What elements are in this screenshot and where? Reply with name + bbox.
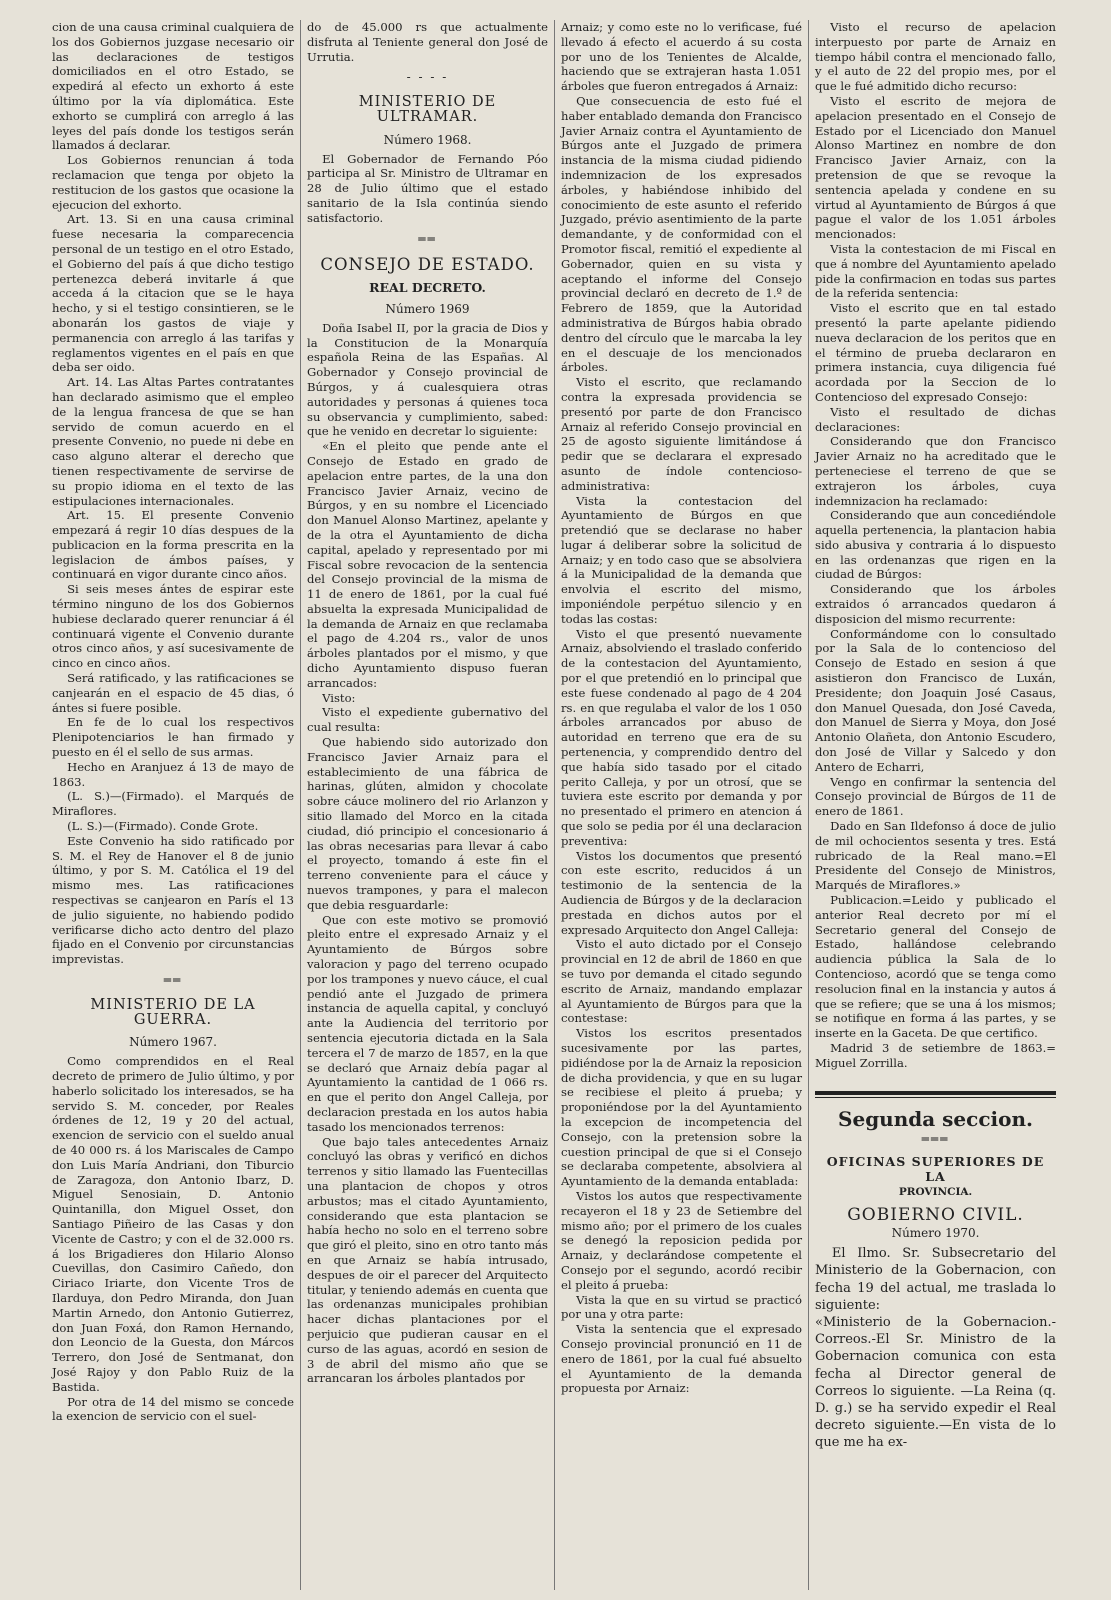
paragraph: Arnaiz; y como este no lo verificase, fué llevado á efecto el acuerdo á su costa por uno de los Tenientes de Alcalde, haciendo que se extrajeran hasta 1.051 árboles que fueron entregados á Arnaiz: xyxy=(561,20,802,94)
paragraph: (L. S.)—(Firmado). el Marqués de Miraflores. xyxy=(52,789,294,819)
paragraph: Como comprendidos en el Real decreto de primero de Julio último, y por haberlo solicitado los interesados, se ha servido S. M. conceder, por Reales órdenes de 12, 19 y 20 del actual, exencion de servicio con el sueldo anual de 40 000 rs. á los Mariscales de Campo don Luis María Andriani, don Tiburcio de Zaragoza, don Antonio Ibarz, D. Miguel Senosiain, D. Antonio Quintanilla, don Miguel Osset, don Santiago Piñeiro de las Casas y don Vicente de Castro; y con el de 32.000 rs. á los Brigadieres don Hilario Alonso Cuevillas, don Casimiro Cañedo, don Ciriaco Iriarte, don Vicente Tros de Ilarduya, don Pedro Miranda, don Juan Martin Arnedo, don Antonio Gutierrez, don Juan Foxá, don Ramon Hernando, don Leoncio de la Guesta, don Márcos Terrero, don José de Sentmanat, don José Rajoy y don Pablo Ruiz de la Bastida. xyxy=(52,1054,294,1394)
paragraph: Este Convenio ha sido ratificado por S. M. el Rey de Hanover el 8 de junio último, y por S. M. Católica el 19 del mismo mes. Las ratificaciones respectivas se canjearon en París el 13 de julio siguiente, no habiendo podido verificarse dicho acto dentro del plazo fijado en el Convenio por circunstancias imprevistas. xyxy=(52,833,294,967)
gobierno-text-block xyxy=(815,1245,1056,1451)
paragraph: Visto el que presentó nuevamente Arnaiz, absolviendo el traslado conferido de la contestacion del Ayuntamiento, por el que pretendió en lo principal que este fuese condenado al pago de 4 204 rs. en que regulaba el valor de los 1 050 árboles arrancados por abuso de autoridad en terreno que era de su pertenencia, y comprendido dentro del que había sido tasado por el citado perito Calleja, y por un otrosí, que se tuviera este escrito por demanda y por no presentado el primero en atencion á que solo se pedia por él una declaracion preventiva: xyxy=(561,626,802,848)
paragraph: Vista la sentencia que el expresado Consejo provincial pronunció en 11 de enero de 1861, por la cual fué absuelto el Ayuntamiento de la demanda propuesta por Arnaiz: xyxy=(561,1322,802,1396)
paragraph: «En el pleito que pende ante el Consejo de Estado en grado de apelacion entre partes, de la una don Francisco Javier Arnaiz, vecino de Búrgos, y en su nombre el Licenciado don Manuel Alonso Martinez, apelante y de la otra el Ayuntamiento de dicha capital, apelado y representado por mi Fiscal sobre revocacion de la sentencia del Consejo provincial de la misma de 11 de enero de 1861, por la cual fué absuelta la expresada Municipalidad de la demanda de Arnaiz en que reclamaba el pago de 4.204 rs., valor de unos árboles plantados por el mismo, y que dicho Ayuntamiento dispuso fueran arrancados: xyxy=(307,439,548,690)
paragraph: Art. 13. Si en una causa criminal fuese necesaria la comparecencia personal de un testigo en el otro Estado, el Gobierno del país á que dicho testigo pertenezca deberá invitarle á que acceda á la citacion que se le haya hecho, y si el testigo consintieren, se le abonarán los gastos de viaje y permanencia con arreglo á las tarifas y reglamentos vigentes en el país en que deba ser oido. xyxy=(52,212,294,375)
paragraph: Vista la contestacion del Ayuntamiento de Búrgos en que pretendió que se declarase no haber lugar á deliberar sobre la solicitud de Arnaiz; y en todo caso que se absolviera á la Municipalidad de la demanda que envolvia el escrito del mismo, imponiéndole perpétuo silencio y en todas las costas: xyxy=(561,493,802,626)
section-separator: - - - - xyxy=(406,70,449,85)
paragraph: do de 45.000 rs que actualmente disfruta al Teniente general don José de Urrutia. xyxy=(307,20,548,64)
paragraph: Art. 15. El presente Convenio empezará á regir 10 días despues de la publicacion en la forma prescrita en la legislacion de ámbos países, y continuará en vigor durante cinco años. xyxy=(52,508,294,582)
paragraph: El Ilmo. Sr. Subsecretario del Ministerio de la Gobernacion, con fecha 19 del actual, me traslada lo siguiente: xyxy=(815,1246,1056,1313)
signature: Madrid 3 de setiembre de 1863.= Miguel Zorrilla. xyxy=(815,1040,1056,1070)
paragraph: (L. S.)—(Firmado). Conde Grote. xyxy=(67,819,259,834)
paragraph: Visto el resultado de dichas declaraciones: xyxy=(815,404,1056,434)
section-heading: MINISTERIO DE LA GUERRA. xyxy=(90,996,256,1028)
column-4 xyxy=(808,20,1062,1590)
section-heading: CONSEJO DE ESTADO. xyxy=(320,255,535,275)
paragraph: Vistos los autos que respectivamente recayeron el 18 y 23 de Setiembre del mismo año; por el primero de los cuales se denegó la reposicion pedida por Arnaiz, y declarándose competente el Consejo por el segundo, acordó recibir el pleito á prueba: xyxy=(561,1188,802,1292)
decree-number: Número 1967. xyxy=(129,1035,217,1050)
paragraph: Visto el recurso de apelacion interpuesto por parte de Arnaiz en tiempo hábil contra el mencionado fallo, y el auto de 22 del propio mes, por el que le fué admitido dicho recurso: xyxy=(815,20,1056,94)
paragraph: Doña Isabel II, por la gracia de Dios y la Constitucion de la Monarquía española Reina de las Españas. Al Gobernador y Consejo provincial de Búrgos, y á cualesquiera otras autoridades y personas á quienes toca su observancia y cumplimiento, sabed: que he venido en decretar lo siguiente: xyxy=(307,320,548,439)
paragraph: El Gobernador de Fernando Póo participa al Sr. Ministro de Ultramar en 28 de Julio último que el estado sanitario de la Isla continúa siendo satisfactorio. xyxy=(307,151,548,225)
paragraph: Art. 14. Las Altas Partes contratantes han declarado asimismo que el empleo de la lengua francesa de que se han servido de comun acuerdo en el presente Convenio, no puede ni debe en caso alguno alterar el derecho que tienen respectivamente de servirse de su propio idioma en el texto de las estipulaciones internacionales. xyxy=(52,375,294,508)
paragraph: Considerando que aun concediéndole aquella pertenencia, la plantacion habia sido abusiva y contraria á lo dispuesto en las ordenanzas que rigen en la ciudad de Búrgos: xyxy=(815,508,1056,582)
paragraph: Visto el expediente gubernativo del cual resulta: xyxy=(307,705,548,735)
paragraph: Visto el auto dictado por el Consejo provincial en 12 de abril de 1860 en que se tuvo por demanda el citado segundo escrito de Arnaiz, mandando emplazar al Ayuntamiento de Búrgos para que la contestase: xyxy=(561,937,802,1026)
paragraph: En fe de lo cual los respectivos Plenipotenciarios le han firmado y puesto en él el sello de sus armas. xyxy=(52,715,294,760)
paragraph: Vista la contestacion de mi Fiscal en que á nombre del Ayuntamiento apelado pide la confirmacion en todas sus partes de la referida sentencia: xyxy=(815,241,1056,301)
paragraph: Publicacion.=Leido y publicado el anterior Real decreto por mí el Secretario general del Consejo de Estado, hallándose celebrando audiencia pública la Sala de lo Contencioso, acordó que se tenga como resolucion final en la instancia y autos á que se refiere; que se una á los mismos; se notifique en forma á las partes, y se inserte en la Gaceta. De que certifico. xyxy=(815,893,1056,1041)
paragraph: Visto el escrito que en tal estado presentó la parte apelante pidiendo nueva declaracion de los peritos que en el término de prueba declararon en primera instancia, cuya diligencia fué acordada por la Seccion de lo Contencioso del expresado Consejo: xyxy=(815,301,1056,404)
section-heading: MINISTERIO DE ULTRAMAR. xyxy=(358,94,497,125)
paragraph: Los Gobiernos renuncian á toda reclamacion que tenga por objeto la restitucion de los gastos que ocasione la ejecucion del exhorto. xyxy=(52,153,294,212)
paragraph: Si seis meses ántes de espirar este término ninguno de los dos Gobiernos hubiese declarado querer renunciar á él continuará vigente el Convenio durante otros cinco años, y así sucesivamente de cinco en cinco años. xyxy=(52,582,294,671)
paragraph: Vistos los escritos presentados sucesivamente por las partes, pidiéndose por la de Arnaiz la reposicion de dicha providencia, y que en su lugar se recibiese el pleito á prueba; y proponiéndose por la del Ayuntamiento la excepcion de incompetencia del Consejo, con la pretension sobre la cuestion principal de que si el Consejo se declaraba competente, absolviera al Ayuntamiento de la demanda entablada: xyxy=(561,1026,802,1189)
decree-number: Número 1968. xyxy=(383,132,472,147)
paragraph: Dado en San Ildefonso á doce de julio de mil ochocientos sesenta y tres. Está rubricado de la Real mano.=El Presidente del Consejo de Ministros, Marqués de Miraflores.» xyxy=(815,819,1056,893)
paragraph: Conformándome con lo consultado por la Sala de lo contencioso del Consejo de Estado en sesion á que asistieron don Francisco de Luxán, Presidente; don Joaquin José Casaus, don Manuel Quesada, don José Caveda, don Manuel de Sierra y Moya, don José Antonio Olañeta, don Antonio Escudero, don José de Villar y Salcedo y don Antero de Echarri, xyxy=(815,626,1056,774)
section-separator: ═══ xyxy=(921,1132,950,1147)
paragraph: Vengo en confirmar la sentencia del Consejo provincial de Búrgos de 11 de enero de 1861. xyxy=(815,774,1056,819)
section-divider-rule xyxy=(815,1091,1056,1098)
section-heading: OFICINAS SUPERIORES DE LA xyxy=(826,1154,1045,1184)
column-1 xyxy=(46,20,300,1590)
paragraph: Que bajo tales antecedentes Arnaiz concluyó las obras y verificó en dichos terrenos y sitio llamado las Fuentecillas una plantacion de chopos y otros arbustos; mas el citado Ayuntamiento, considerando que esta plantacion se había hecho no solo en el terreno sobre que giró el pleito, sino en otro tanto más en que Arnaiz se había intrusado, despues de oir el parecer del Arquitecto titular, y teniendo además en cuenta que las ordenanzas municipales prohibian hacer dichas plantaciones por el perjuicio que pudieran causar en el curso de las aguas, acordó en sesion de 3 de abril del mismo año que se arrancaran los árboles plantados por xyxy=(307,1134,548,1386)
section-heading: GOBIERNO CIVIL. xyxy=(847,1204,1024,1225)
decree-number: Número 1970. xyxy=(891,1226,980,1241)
paragraph: Visto: xyxy=(322,690,356,705)
decree-number: Número 1969 xyxy=(385,301,470,316)
paragraph: Será ratificado, y las ratificaciones se canjearán en el espacio de 45 dias, ó ántes si fuere posible. xyxy=(52,671,294,715)
section-separator: ══ xyxy=(418,231,437,246)
paragraph: Que habiendo sido autorizado don Francisco Javier Arnaiz para el establecimiento de una fábrica de harinas, glúten, almidon y chocolate sobre cáuce molinero del rio Arlanzon y sitio llamado del Morco en la citada ciudad, dió principio el concesionario á las obras necesarias para llevar á cabo el proyecto, tomando á este fin el terreno conveniente para el cáuce y nuevos trampones, y para el malecon que debia resguardarle: xyxy=(307,735,548,912)
paragraph: Por otra de 14 del mismo se concede la exencion de servicio con el suel- xyxy=(52,1394,294,1424)
paragraph: Considerando que los árboles extraidos ó arrancados quedaron á disposicion del mismo recurrente: xyxy=(815,582,1056,626)
paragraph: Vista la que en su virtud se practicó por una y otra parte: xyxy=(561,1292,802,1322)
paragraph: Visto el escrito, que reclamando contra la expresada providencia se presentó por parte de don Francisco Arnaiz al referido Consejo provincial en 25 de agosto siguiente limitándose á pedir que se declarara el expresado asunto de índole contencioso-administrativa: xyxy=(561,375,802,493)
paragraph: Vistos los documentos que presentó con este escrito, reducidos á un testimonio de la sentencia de la Audiencia de Búrgos y de la declaracion prestada en dichos autos por el expresado Arquitecto don Angel Calleja: xyxy=(561,848,802,937)
paragraph: «Ministerio de la Gobernacion.-Correos.-El Sr. Ministro de la Gobernacion comunica con esta fecha al Director general de Correos lo siguiente. —La Reina (q. D. g.) se ha servido expedir el Real decreto siguiente.—En vista de lo que me ha ex- xyxy=(815,1314,1056,1451)
paragraph: cion de una causa criminal cualquiera de los dos Gobiernos juzgase necesario oir las declaraciones de testigos domiciliados en el otro Estado, se expedirá al efecto un exhorto á este último por la vía diplomática. Este exhorto se cumplirá con arreglo á las leyes del país donde los testigos serán llamados á declarar. xyxy=(52,20,294,153)
section-title: Segunda seccion. xyxy=(838,1106,1033,1131)
section-subheading: PROVINCIA. xyxy=(898,1185,973,1198)
subheading: REAL DECRETO. xyxy=(369,280,486,296)
paragraph: Considerando que don Francisco Javier Arnaiz no ha acreditado que le perteneciese el terreno de que se extrajeron los árboles, cuya indemnizacion ha reclamado: xyxy=(815,434,1056,508)
paragraph: Que consecuencia de esto fué el haber entablado demanda don Francisco Javier Arnaiz contra el Ayuntamiento de Búrgos ante el Juzgado de primera instancia de la misma ciudad pidiendo indemnizacion de los expresados árboles, y habiéndose inhibido del conocimiento de este asunto el referido Juzgado, prévio asentimiento de la parte demandante, y de conformidad con el Promotor fiscal, remitió el expediente al Gobernador, quien en su vista y aceptando el informe del Consejo provincial declaró en decreto de 1.º de Febrero de 1859, que la Autoridad administrativa de Búrgos habia obrado dentro del círculo que le marcaba la ley en el descuaje de los mencionados árboles. xyxy=(561,93,802,375)
column-2 xyxy=(300,20,554,1590)
column-3 xyxy=(554,20,808,1590)
columns-container xyxy=(46,20,1089,1590)
paragraph: Hecho en Aranjuez á 13 de mayo de 1863. xyxy=(52,759,294,789)
paragraph: Visto el escrito de mejora de apelacion presentado en el Consejo de Estado por el Licenciado don Manuel Alonso Martinez en nombre de don Francisco Javier Arnaiz, con la pretension de que se revoque la sentencia apelada y condene en su virtud al Ayuntamiento de Búrgos á que pague el valor de los 1.051 árboles mencionados: xyxy=(815,93,1056,242)
paragraph: Que con este motivo se promovió pleito entre el expresado Arnaiz y el Ayuntamiento de Búrgos sobre valoracion y pago del terreno ocupado por los trampones y nuevo cáuce, el cual pendió ante el Juzgado de primera instancia de aquella capital, y concluyó ante la Audiencia del territorio por sentencia ejecutoria dictada en la Sala tercera el 7 de marzo de 1857, en la que se declaró que Arnaiz debía pagar al Ayuntamiento la cantidad de 1 066 rs. en que el perito don Angel Calleja, por declaracion prestada en los autos habia tasado los mencionados terrenos: xyxy=(307,912,548,1134)
section-separator: ══ xyxy=(163,973,183,987)
